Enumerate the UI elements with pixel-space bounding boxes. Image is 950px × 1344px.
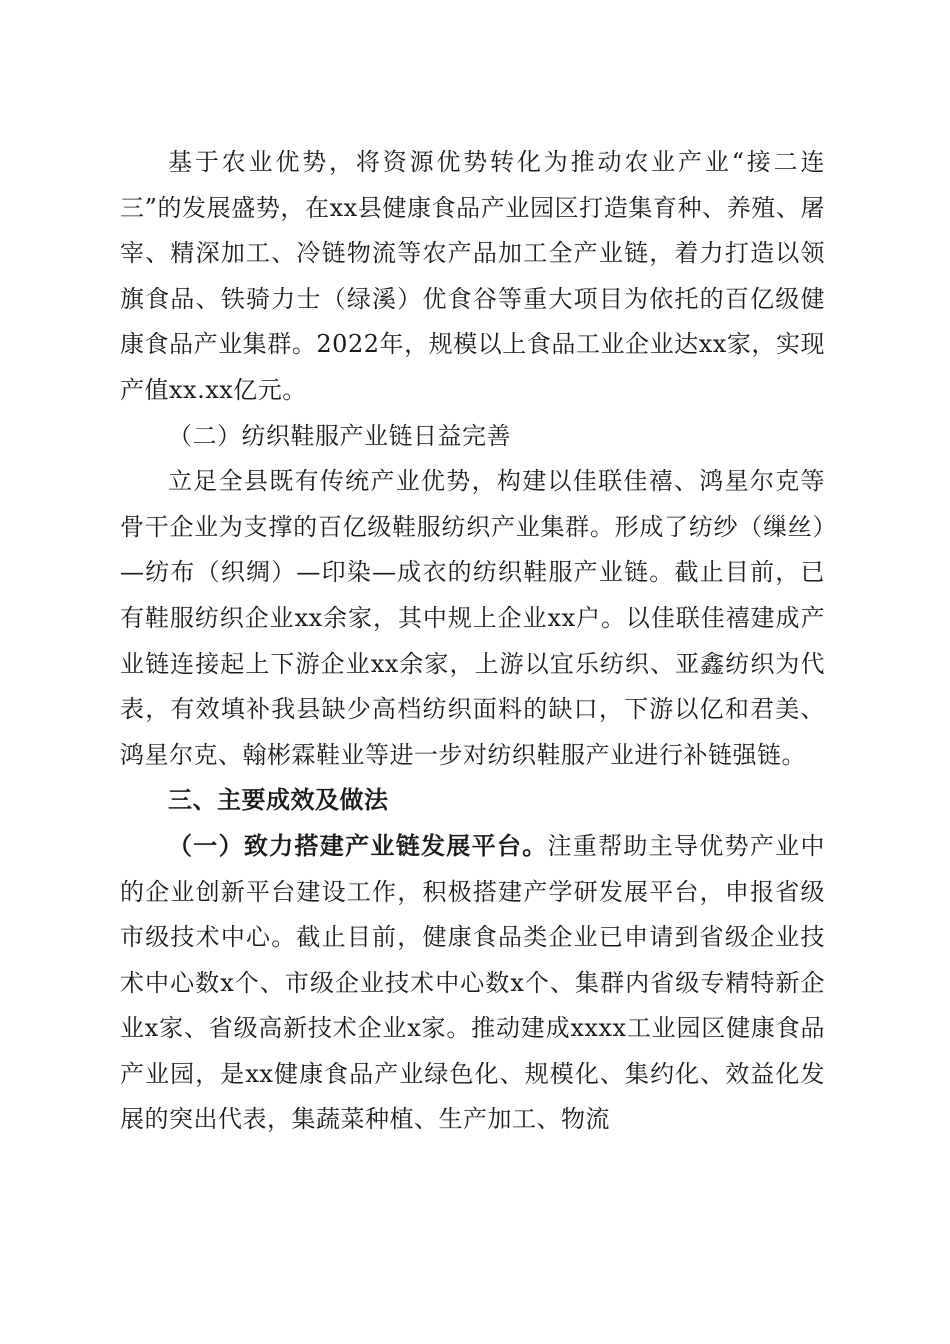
heading-main-results: 三、主要成效及做法 bbox=[168, 786, 389, 815]
paragraph-textile-industry: 立足全县既有传统产业优势，构建以佳联佳禧、鸿星尔克等骨干企业为支撑的百亿级鞋服纺织产业集群。形成了纺纱（缫丝）—纺布（织绸）—印染—成衣的纺织鞋服产业链。截止目前，已有鞋服纺织企业xx余家，其中规上企业xx户。以佳联佳禧建成产业链连接起上下游企业xx余家，上游以宜乐纺织、亚鑫纺织为代表，有效填补我县缺少高档纺织面料的缺口，下游以亿和君美、鸿星尔克、翰彬霖鞋业等进一步对纺织鞋服产业进行补链强链。 bbox=[120, 467, 825, 769]
document-body bbox=[120, 140, 825, 1143]
paragraph-platform-lead: （一）致力搭建产业链发展平台。 bbox=[168, 831, 548, 860]
heading-textile-chain: （二）纺织鞋服产业链日益完善 bbox=[168, 421, 511, 450]
paragraph-platform-body: 注重帮助主导优势产业中的企业创新平台建设工作，积极搭建产学研发展平台，申报省级市级技术中心。截止目前，健康食品类企业已申请到省级企业技术中心数x个、市级企业技术中心数x个、集群内省级专精特新企业x家、省级高新技术企业x家。推动建成xxxx工业园区健康食品产业园，是xx健康食品产业绿色化、规模化、集约化、效益化发展的突出代表，集蔬菜种植、生产加工、物流 bbox=[120, 831, 825, 1134]
paragraph-food-industry: 基于农业优势，将资源优势转化为推动农业产业“接二连三”的发展盛势，在xx县健康食品产业园区打造集育种、养殖、屠宰、精深加工、冷链物流等农产品加工全产业链，着力打造以领旗食品、铁骑力士（绿溪）优食谷等重大项目为依托的百亿级健康食品产业集群。2022年，规模以上食品工业企业达xx家，实现产值xx.xx亿元。 bbox=[120, 148, 825, 404]
paragraph-platform bbox=[120, 824, 825, 1143]
